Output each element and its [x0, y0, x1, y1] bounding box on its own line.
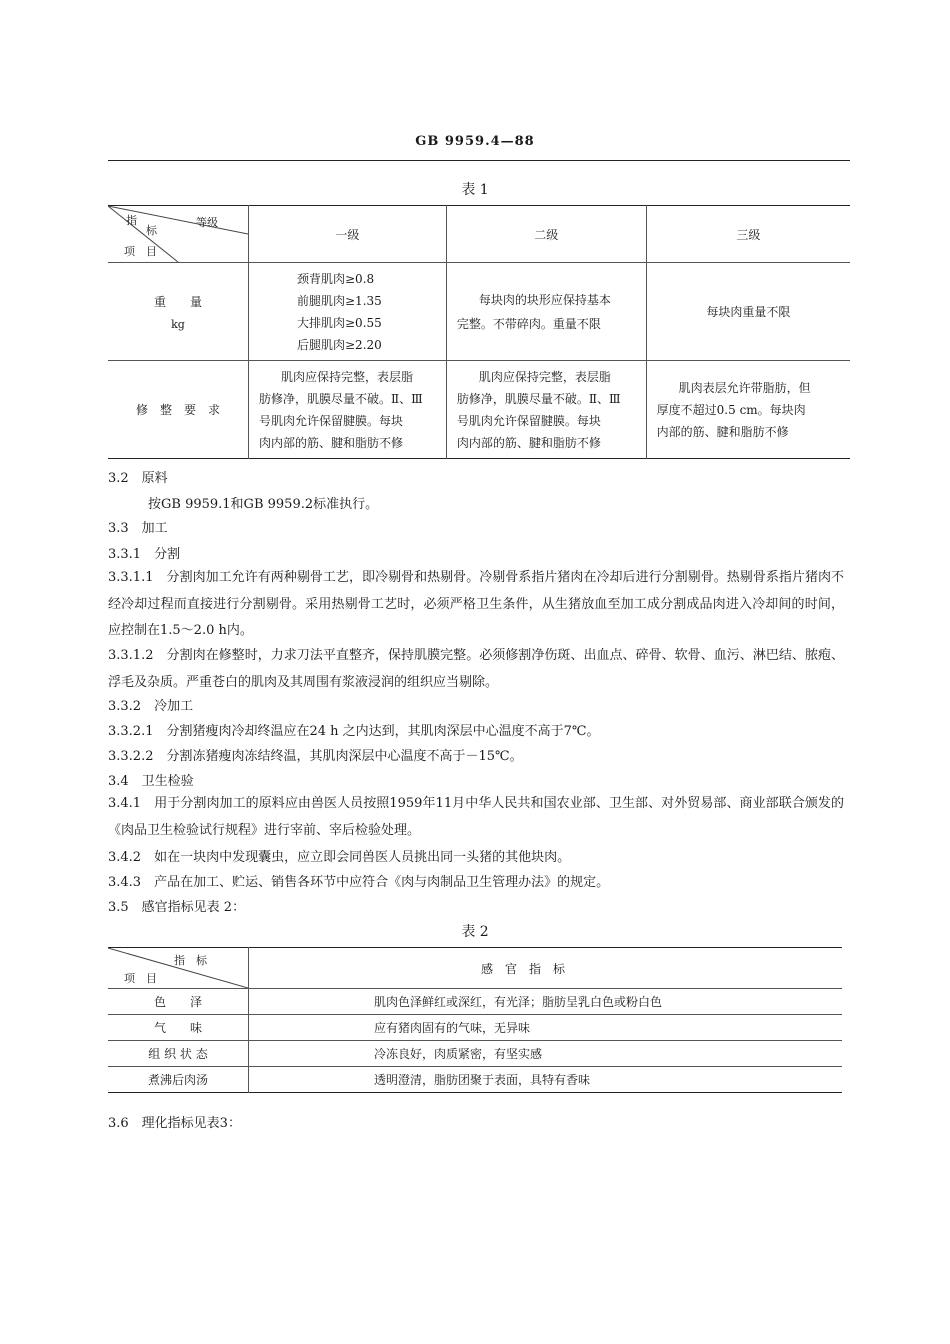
cell-line: 肌肉应保持完整，表层脂: [281, 369, 414, 384]
document-header: GB 9959.4—88: [415, 134, 535, 149]
header-rule: [108, 160, 850, 161]
col-header-grade2: 二级: [446, 206, 646, 263]
cell-line: 后腿肌肉≥2.20: [297, 337, 382, 352]
corner-grade-label: 等级: [196, 216, 218, 229]
cell-line: 肉内部的筋、腱和脂肪不修: [456, 435, 601, 450]
section-3-3-2-2: 3.3.2.2 分割冻猪瘦肉冻结终温，其肌肉深层中心温度不高于－15℃。: [108, 749, 523, 764]
cell-line: 肪修净，肌膜尽量不破。Ⅱ、Ⅲ: [259, 391, 423, 406]
cell-line: 号肌肉允许保留腱膜。每块: [259, 413, 404, 428]
section-3-4-1: 3.4.1 用于分割肉加工的原料应由兽医人员按照1959年11月中华人民共和国农业部、卫生部、对外贸易部、商业部联合颁发的《肉品卫生检验试行规程》进行宰前、宰后检验处理。: [108, 796, 844, 838]
table2-corner-cell: [108, 948, 249, 989]
col-header-grade1: 一级: [249, 206, 447, 263]
table1-corner-cell: [108, 206, 249, 263]
value-broth: 透明澄清，脂肪团聚于表面，具特有香味: [249, 1067, 843, 1093]
row-label-trim: 修 整 要 求: [135, 403, 220, 417]
value-texture: 冷冻良好，肉质紧密，有坚实感: [249, 1041, 843, 1067]
trim-grade3: [646, 361, 850, 459]
weight-grade3: [646, 263, 850, 361]
section-3-2-title: 3.2 原料: [108, 471, 168, 486]
cell-line: 肌肉表层允许带脂肪，但: [678, 380, 811, 395]
item-color: 色 泽: [108, 989, 249, 1015]
weight-unit: kg: [171, 317, 185, 331]
cell-line: 前腿肌肉≥1.35: [297, 293, 382, 308]
value-odor: 应有猪肉固有的气味，无异味: [249, 1015, 843, 1041]
section-3-6: 3.6 理化指标见表3：: [108, 1116, 241, 1131]
weight-label: 重 量: [153, 294, 202, 309]
section-3-3-1-2: 3.3.1.2 分割肉在修整时，力求刀法平直整齐，保持肌膜完整。必须修割净伤斑、出血点、碎骨、软骨、血污、淋巴结、脓疱、浮毛及杂质。严重苍白的肌肉及其周围有浆液浸润的组织应当剔除。: [108, 648, 844, 690]
cell-line: 每块肉的块形应保持基本: [478, 292, 611, 307]
col-header-grade3: 三级: [646, 206, 850, 263]
section-3-3-2-1: 3.3.2.1 分割猪瘦肉冷却终温应在24 h 之内达到，其肌肉深层中心温度不高于7℃。: [108, 724, 600, 739]
cell-line: 厚度不超过0.5 cm。每块肉: [656, 402, 806, 417]
cell-line: 内部的筋、腱和脂肪不修: [656, 424, 789, 439]
section-3-4-2: 3.4.2 如在一块肉中发现囊虫，应立即会同兽医人员挑出同一头猪的其他块肉。: [108, 850, 571, 865]
cell-line: 肪修净，肌膜尽量不破。Ⅱ、Ⅲ: [456, 391, 621, 406]
cell-line: 颈背肌肉≥0.8: [297, 271, 375, 286]
section-3-5: 3.5 感官指标见表 2：: [108, 900, 246, 915]
corner-item-label: 项 目: [124, 972, 157, 985]
cell-line: 肌肉应保持完整，表层脂: [478, 369, 611, 384]
corner-index-label-b: 标: [146, 224, 157, 237]
row-label-weight: [108, 263, 249, 361]
col-header-sensory: 感 官 指 标: [249, 948, 843, 989]
weight-grade1: [249, 263, 447, 361]
cell-line: 完整。不带碎肉。重量不限: [456, 316, 601, 331]
cell-line: 大排肌肉≥0.55: [297, 315, 382, 330]
table1-caption: 表 1: [461, 182, 489, 198]
trim-grade1: [249, 361, 447, 459]
section-3-3-1-1: 3.3.1.1 分割肉加工允许有两种剔骨工艺，即冷剔骨和热剔骨。冷剔骨系指片猪肉在冷却后进行分割剔骨。热剔骨系指片猪肉不经冷却过程而直接进行分割剔骨。采用热剔骨工艺时，必须严格卫生条件，从生猪放血至加工成分割成品肉进入冷却间的时间，应控制在1.5～2.0 h内。: [108, 570, 844, 638]
section-3-3-1-title: 3.3.1 分割: [108, 547, 181, 562]
section-3-4-title: 3.4 卫生检验: [108, 774, 194, 789]
table-1: [108, 205, 850, 459]
section-3-4-3: 3.4.3 产品在加工、贮运、销售各环节中应符合《肉与肉制品卫生管理办法》的规定。: [108, 875, 610, 890]
section-3-3-2-title: 3.3.2 冷加工: [108, 699, 194, 714]
cell-line: 号肌肉允许保留腱膜。每块: [456, 413, 601, 428]
table2-caption: 表 2: [461, 924, 489, 940]
section-3-2-text: 按GB 9959.1和GB 9959.2标准执行。: [148, 497, 379, 512]
value-color: 肌肉色泽鲜红或深红，有光泽；脂肪呈乳白色或粉白色: [249, 989, 843, 1015]
corner-index-label-a: 指: [126, 214, 137, 227]
item-texture: 组 织 状 态: [108, 1041, 249, 1067]
trim-grade2: [446, 361, 646, 459]
corner-item-label: 项 目: [124, 245, 157, 258]
weight-grade2: [446, 263, 646, 361]
cell-line: 每块肉重量不限: [706, 305, 791, 319]
corner-index-label: 指 标: [174, 954, 207, 967]
item-broth: 煮沸后肉汤: [147, 1073, 208, 1087]
item-odor: 气 味: [108, 1015, 249, 1041]
section-3-3-title: 3.3 加工: [108, 521, 168, 536]
cell-line: 肉内部的筋、腱和脂肪不修: [259, 435, 404, 450]
table-2: [108, 947, 842, 1093]
